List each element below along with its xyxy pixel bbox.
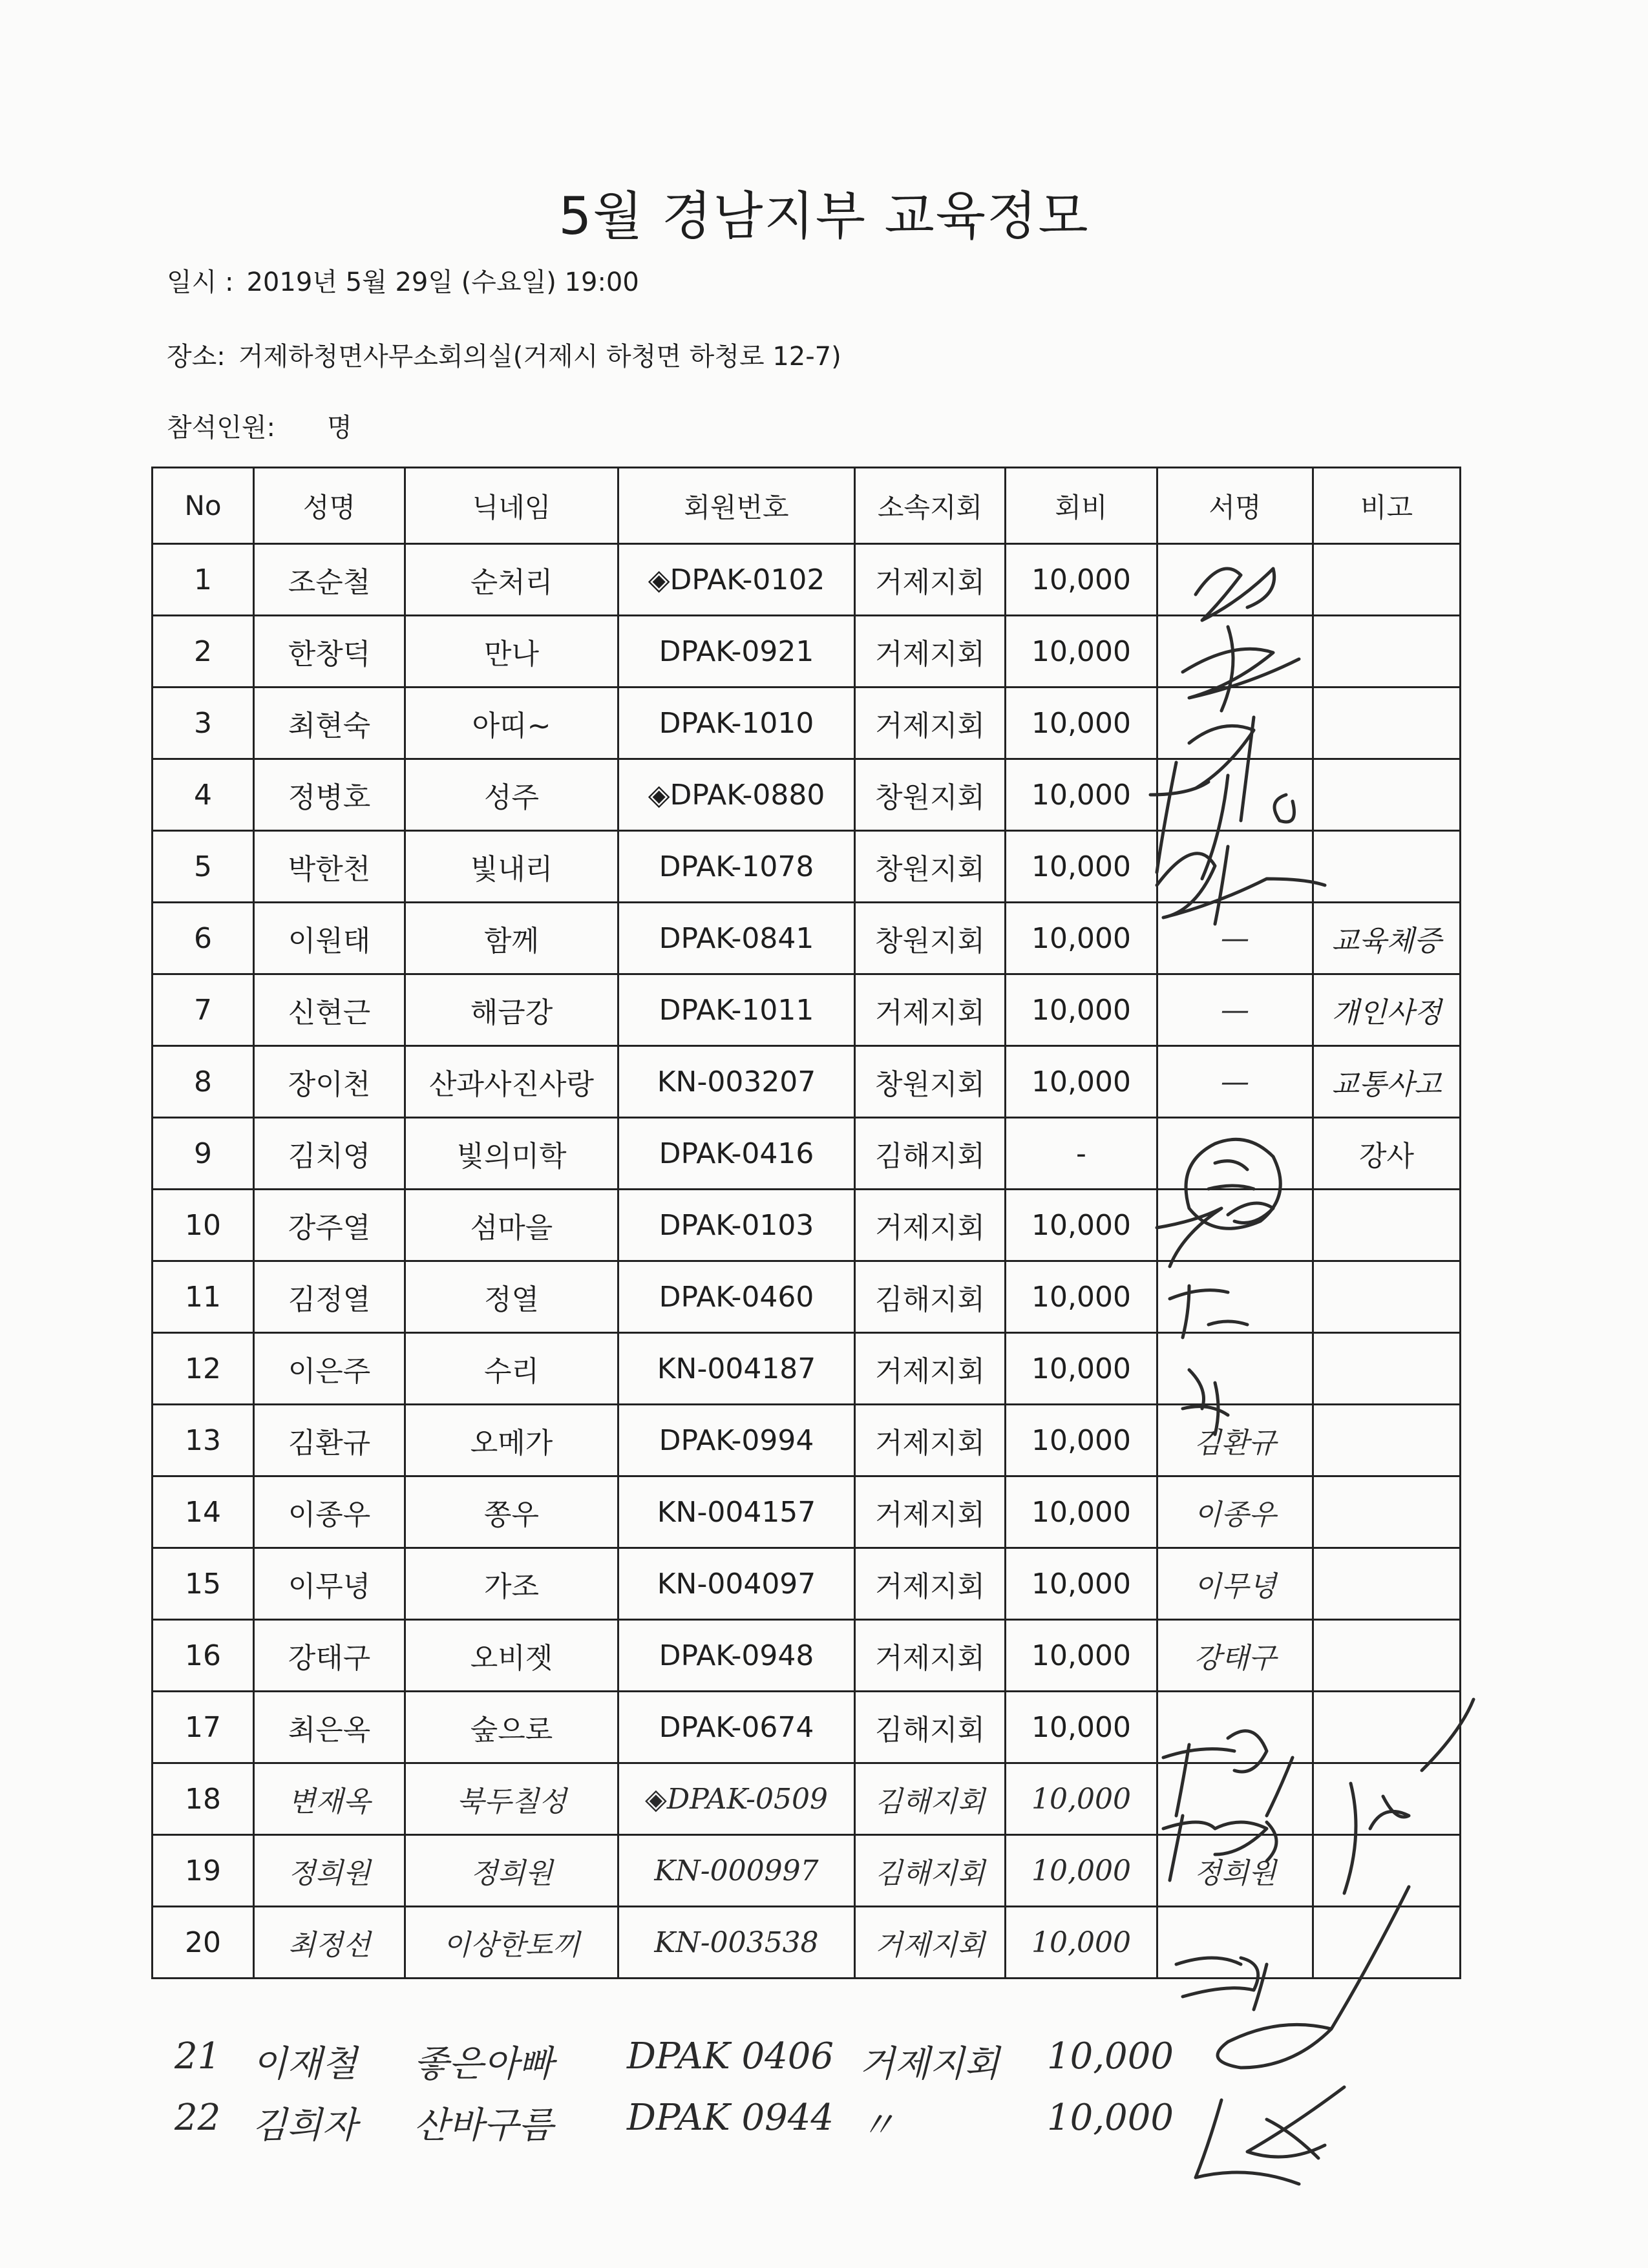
row-number: 12 [153, 1333, 254, 1405]
table-row [153, 1692, 1461, 1763]
member-nickname: 해금강 [405, 974, 618, 1046]
member-signature [1157, 759, 1313, 831]
member-signature: — [1157, 903, 1313, 974]
member-note [1313, 1620, 1461, 1692]
member-nickname: 오메가 [405, 1405, 618, 1476]
attendance-table [151, 467, 1461, 1979]
member-signature [1157, 831, 1313, 903]
member-signature: 이무녕 [1157, 1548, 1313, 1620]
meeting-date [167, 262, 639, 299]
member-nickname: 이상한토끼 [405, 1907, 618, 1979]
member-fee: 10,000 [1006, 1835, 1157, 1907]
member-signature [1157, 544, 1313, 616]
member-nickname: 순처리 [405, 544, 618, 616]
member-note [1313, 1835, 1461, 1907]
member-fee: 10,000 [1006, 831, 1157, 903]
member-note [1313, 544, 1461, 616]
attendee-count [167, 407, 352, 444]
header-nickname: 닉네임 [405, 468, 618, 544]
member-branch: 거제지회 [855, 1548, 1006, 1620]
member-branch: 거제지회 [855, 974, 1006, 1046]
member-signature: 정희원 [1157, 1835, 1313, 1907]
member-note [1313, 831, 1461, 903]
row-number: 4 [153, 759, 254, 831]
handwritten-entry-id: DPAK 0944 [627, 2097, 834, 2139]
handwritten-entry-id: DPAK 0406 [627, 2035, 834, 2077]
member-branch: 창원지회 [855, 1046, 1006, 1118]
member-id: ◈DPAK-0509 [618, 1763, 855, 1835]
member-name: 김환규 [254, 1405, 405, 1476]
row-number: 5 [153, 831, 254, 903]
member-id: KN-000997 [618, 1835, 855, 1907]
row-number: 7 [153, 974, 254, 1046]
member-fee: 10,000 [1006, 974, 1157, 1046]
handwritten-entry-row [174, 2035, 1467, 2100]
member-id: DPAK-1011 [618, 974, 855, 1046]
document-title: 5월 경남지부 교육정모 [558, 186, 1090, 246]
member-id: ◈DPAK-0880 [618, 759, 855, 831]
table-row [153, 1835, 1461, 1907]
place-value: 거제하청면사무소회의실(거제시 하청면 하청로 12-7) [238, 342, 841, 372]
member-signature: 김환규 [1157, 1405, 1313, 1476]
row-number: 16 [153, 1620, 254, 1692]
member-id: DPAK-0948 [618, 1620, 855, 1692]
table-row [153, 759, 1461, 831]
member-fee: 10,000 [1006, 688, 1157, 759]
member-branch: 거제지회 [855, 1333, 1006, 1405]
row-number: 3 [153, 688, 254, 759]
table-row [153, 1476, 1461, 1548]
member-note: 교통사고 [1313, 1046, 1461, 1118]
member-nickname: 섬마을 [405, 1190, 618, 1261]
member-fee: 10,000 [1006, 1190, 1157, 1261]
header-branch: 소속지회 [855, 468, 1006, 544]
member-branch: 거제지회 [855, 544, 1006, 616]
member-branch: 창원지회 [855, 759, 1006, 831]
member-name: 강태구 [254, 1620, 405, 1692]
member-name: 이무녕 [254, 1548, 405, 1620]
member-fee: 10,000 [1006, 1405, 1157, 1476]
table-row [153, 1548, 1461, 1620]
table-row [153, 974, 1461, 1046]
member-id: DPAK-0921 [618, 616, 855, 688]
member-name: 한창덕 [254, 616, 405, 688]
member-name: 이은주 [254, 1333, 405, 1405]
row-number: 13 [153, 1405, 254, 1476]
member-note [1313, 1190, 1461, 1261]
member-note: 강사 [1313, 1118, 1461, 1190]
row-number: 14 [153, 1476, 254, 1548]
row-number: 18 [153, 1763, 254, 1835]
member-fee: 10,000 [1006, 544, 1157, 616]
row-number: 2 [153, 616, 254, 688]
member-id: DPAK-0994 [618, 1405, 855, 1476]
handwritten-entry-nick: 좋은아빠 [414, 2043, 554, 2085]
member-note [1313, 688, 1461, 759]
member-fee: 10,000 [1006, 1046, 1157, 1118]
member-name: 이원태 [254, 903, 405, 974]
member-id: DPAK-1010 [618, 688, 855, 759]
member-name: 강주열 [254, 1190, 405, 1261]
member-name: 이종우 [254, 1476, 405, 1548]
member-branch: 거제지회 [855, 1476, 1006, 1548]
handwritten-entry-name: 이재철 [252, 2043, 357, 2085]
table-row [153, 903, 1461, 974]
member-fee: 10,000 [1006, 616, 1157, 688]
member-name: 정희원 [254, 1835, 405, 1907]
member-signature [1157, 688, 1313, 759]
member-id: DPAK-0416 [618, 1118, 855, 1190]
member-id: KN-004187 [618, 1333, 855, 1405]
member-id: KN-003538 [618, 1907, 855, 1979]
table-row [153, 831, 1461, 903]
member-name: 정병호 [254, 759, 405, 831]
handwritten-entry-name: 김희자 [252, 2105, 357, 2147]
table-row [153, 1763, 1461, 1835]
member-name: 박한천 [254, 831, 405, 903]
member-branch: 거제지회 [855, 1190, 1006, 1261]
row-number: 17 [153, 1692, 254, 1763]
member-note [1313, 1763, 1461, 1835]
header-signature: 서명 [1157, 468, 1313, 544]
row-number: 8 [153, 1046, 254, 1118]
handwritten-entry-no: 21 [174, 2035, 221, 2077]
member-name: 신현근 [254, 974, 405, 1046]
member-note: 교육체증 [1313, 903, 1461, 974]
member-note [1313, 616, 1461, 688]
handwritten-entry-branch: 〃 [860, 2105, 896, 2147]
table-row [153, 1620, 1461, 1692]
table-row [153, 544, 1461, 616]
member-nickname: 성주 [405, 759, 618, 831]
member-signature: 이종우 [1157, 1476, 1313, 1548]
table-header-row [153, 468, 1461, 544]
member-note [1313, 1692, 1461, 1763]
member-branch: 거제지회 [855, 616, 1006, 688]
member-fee: 10,000 [1006, 1907, 1157, 1979]
row-number: 11 [153, 1261, 254, 1333]
member-note: 개인사정 [1313, 974, 1461, 1046]
member-name: 조순철 [254, 544, 405, 616]
member-nickname: 정희원 [405, 1835, 618, 1907]
member-id: DPAK-0460 [618, 1261, 855, 1333]
member-fee: 10,000 [1006, 1261, 1157, 1333]
member-nickname: 쫑우 [405, 1476, 618, 1548]
handwritten-entry-fee: 10,000 [1047, 2097, 1174, 2139]
table-row [153, 1190, 1461, 1261]
member-nickname: 빛의미학 [405, 1118, 618, 1190]
member-id: DPAK-1078 [618, 831, 855, 903]
member-branch: 김해지회 [855, 1261, 1006, 1333]
member-name: 김치영 [254, 1118, 405, 1190]
member-fee: - [1006, 1118, 1157, 1190]
member-name: 김정열 [254, 1261, 405, 1333]
member-fee: 10,000 [1006, 1548, 1157, 1620]
member-signature [1157, 1907, 1313, 1979]
member-id: DPAK-0674 [618, 1692, 855, 1763]
table-row [153, 688, 1461, 759]
member-fee: 10,000 [1006, 759, 1157, 831]
member-signature: — [1157, 1046, 1313, 1118]
member-note [1313, 759, 1461, 831]
table-body [153, 544, 1461, 1979]
header-no: No [153, 468, 254, 544]
member-note [1313, 1333, 1461, 1405]
table-row [153, 1405, 1461, 1476]
member-name: 최정선 [254, 1907, 405, 1979]
table-row [153, 1333, 1461, 1405]
attendees-label: 참석인원: [167, 413, 276, 443]
member-id: DPAK-0103 [618, 1190, 855, 1261]
member-nickname: 산과사진사랑 [405, 1046, 618, 1118]
table-row [153, 1046, 1461, 1118]
member-fee: 10,000 [1006, 1763, 1157, 1835]
member-name: 최은옥 [254, 1692, 405, 1763]
member-signature [1157, 1190, 1313, 1261]
member-fee: 10,000 [1006, 1476, 1157, 1548]
member-signature: 강태구 [1157, 1620, 1313, 1692]
member-signature: — [1157, 974, 1313, 1046]
member-nickname: 수리 [405, 1333, 618, 1405]
member-branch: 김해지회 [855, 1692, 1006, 1763]
member-note [1313, 1405, 1461, 1476]
member-id: DPAK-0841 [618, 903, 855, 974]
member-name: 장이천 [254, 1046, 405, 1118]
member-note [1313, 1907, 1461, 1979]
member-branch: 거제지회 [855, 1907, 1006, 1979]
header-name: 성명 [254, 468, 405, 544]
member-nickname: 북두칠성 [405, 1763, 618, 1835]
member-id: KN-004157 [618, 1476, 855, 1548]
member-nickname: 빛내리 [405, 831, 618, 903]
member-fee: 10,000 [1006, 1692, 1157, 1763]
date-label: 일시 : [167, 268, 234, 297]
row-number: 10 [153, 1190, 254, 1261]
row-number: 1 [153, 544, 254, 616]
member-nickname: 오비젯 [405, 1620, 618, 1692]
member-id: KN-004097 [618, 1548, 855, 1620]
member-branch: 거제지회 [855, 1405, 1006, 1476]
header-fee: 회비 [1006, 468, 1157, 544]
member-fee: 10,000 [1006, 903, 1157, 974]
member-signature [1157, 1118, 1313, 1190]
member-signature [1157, 1692, 1313, 1763]
handwritten-entry-no: 22 [174, 2097, 221, 2139]
member-id: KN-003207 [618, 1046, 855, 1118]
member-branch: 거제지회 [855, 688, 1006, 759]
member-branch: 김해지회 [855, 1835, 1006, 1907]
member-branch: 김해지회 [855, 1763, 1006, 1835]
date-value: 2019년 5월 29일 (수요일) 19:00 [246, 268, 639, 297]
handwritten-entry-branch: 거제지회 [860, 2043, 1000, 2085]
member-note [1313, 1476, 1461, 1548]
member-nickname: 정열 [405, 1261, 618, 1333]
member-note [1313, 1261, 1461, 1333]
row-number: 19 [153, 1835, 254, 1907]
member-branch: 거제지회 [855, 1620, 1006, 1692]
member-fee: 10,000 [1006, 1333, 1157, 1405]
member-branch: 창원지회 [855, 903, 1006, 974]
member-nickname: 가조 [405, 1548, 618, 1620]
attendees-unit: 명 [327, 413, 352, 443]
member-note [1313, 1548, 1461, 1620]
member-id: ◈DPAK-0102 [618, 544, 855, 616]
member-signature [1157, 1763, 1313, 1835]
row-number: 9 [153, 1118, 254, 1190]
member-branch: 김해지회 [855, 1118, 1006, 1190]
row-number: 15 [153, 1548, 254, 1620]
handwritten-entry-fee: 10,000 [1047, 2035, 1174, 2077]
header-note: 비고 [1313, 468, 1461, 544]
handwritten-entry-row [174, 2097, 1467, 2161]
member-nickname: 함께 [405, 903, 618, 974]
attendance-table-container [151, 467, 1459, 2013]
member-name: 최현숙 [254, 688, 405, 759]
row-number: 6 [153, 903, 254, 974]
member-name: 변재옥 [254, 1763, 405, 1835]
member-fee: 10,000 [1006, 1620, 1157, 1692]
handwritten-entry-nick: 산바구름 [414, 2105, 554, 2147]
place-label: 장소: [167, 342, 226, 372]
member-signature [1157, 1261, 1313, 1333]
member-nickname: 숲으로 [405, 1692, 618, 1763]
handwritten-extra-entries [174, 2035, 1467, 2178]
row-number: 20 [153, 1907, 254, 1979]
table-row [153, 616, 1461, 688]
member-nickname: 만나 [405, 616, 618, 688]
table-row [153, 1907, 1461, 1979]
meeting-place [167, 336, 841, 373]
table-row [153, 1261, 1461, 1333]
header-member-id: 회원번호 [618, 468, 855, 544]
table-row [153, 1118, 1461, 1190]
member-signature [1157, 1333, 1313, 1405]
member-nickname: 아띠~ [405, 688, 618, 759]
member-branch: 창원지회 [855, 831, 1006, 903]
member-signature [1157, 616, 1313, 688]
